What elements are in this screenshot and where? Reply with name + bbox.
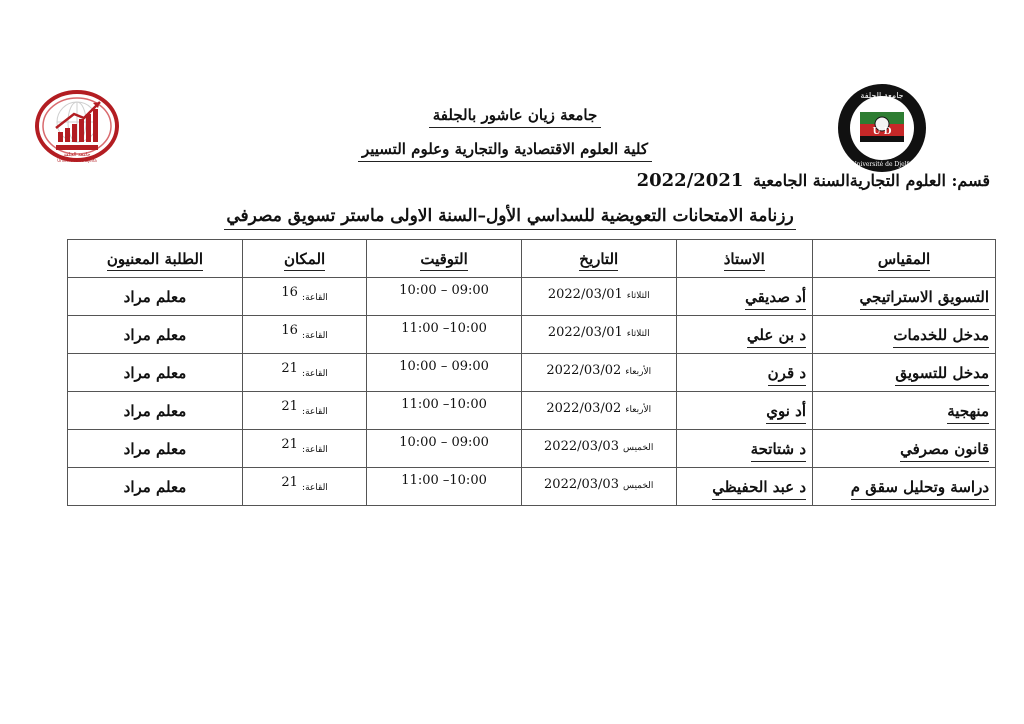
row-students: معلم مراد	[123, 325, 187, 344]
cell-time	[367, 316, 522, 354]
header-module: المقياس	[813, 240, 996, 278]
seal-initials: U D	[872, 127, 892, 137]
row-time: 11:00 –10:00	[401, 321, 487, 336]
academic-year: 2022/2021	[636, 170, 744, 191]
cell-time	[367, 354, 522, 392]
seal-arc-text: جامعة الجلفة	[860, 91, 904, 100]
header-date: التاريخ	[521, 240, 676, 278]
row-time: 10:00 – 09:00	[399, 283, 489, 298]
header-time: التوقيت	[367, 240, 522, 278]
cell-date	[521, 316, 676, 354]
row-students: معلم مراد	[123, 401, 187, 420]
university-name: جامعة زيان عاشور بالجلفة	[380, 106, 650, 124]
table-row	[68, 316, 996, 354]
cell-professor	[676, 316, 812, 354]
cell-students	[68, 430, 243, 468]
row-place-label: القاعة:	[302, 407, 328, 417]
faculty-logo-subcaption: Université de Djelfa	[57, 158, 97, 163]
faculty-logo-icon	[34, 88, 120, 168]
cell-time	[367, 468, 522, 506]
cell-students	[68, 354, 243, 392]
cell-date	[521, 278, 676, 316]
faculty-name: كلية العلوم الاقتصادية والتجارية وعلوم التسيير	[330, 140, 680, 158]
row-module: منهجية	[947, 402, 989, 424]
cell-students	[68, 316, 243, 354]
row-time: 11:00 –10:00	[401, 397, 487, 412]
row-date: 2022/03/03	[544, 477, 619, 492]
cell-date	[521, 430, 676, 468]
row-date: 2022/03/03	[544, 439, 619, 454]
row-students: معلم مراد	[123, 363, 187, 382]
cell-professor	[676, 392, 812, 430]
row-place-label: القاعة:	[302, 483, 328, 493]
row-place-label: القاعة:	[302, 369, 328, 379]
row-place-label: القاعة:	[302, 331, 328, 341]
row-place-num: 21	[281, 399, 298, 414]
row-day: الخميس	[622, 481, 654, 491]
table-row	[68, 354, 996, 392]
row-place-num: 16	[281, 323, 298, 338]
faculty-logo-caption: جامعة الجلفة	[63, 152, 91, 158]
row-place-label: القاعة:	[302, 445, 328, 455]
row-module: مدخل للخدمات	[893, 326, 989, 348]
cell-professor	[676, 468, 812, 506]
cell-date	[521, 468, 676, 506]
table-header-row	[68, 240, 996, 278]
cell-place	[242, 392, 366, 430]
row-time: 11:00 –10:00	[401, 473, 487, 488]
cell-students	[68, 392, 243, 430]
cell-date	[521, 354, 676, 392]
row-day: الخميس	[622, 443, 654, 453]
row-professor: أد صديقي	[745, 288, 806, 310]
header-place: المكان	[242, 240, 366, 278]
cell-time	[367, 392, 522, 430]
cell-students	[68, 278, 243, 316]
schedule-title: رزنامة الامتحانات التعويضية للسداسي الأول–السنة الاولى ماستر تسويق مصرفي	[190, 206, 830, 226]
row-students: معلم مراد	[123, 477, 187, 496]
row-date: 2022/03/01	[547, 325, 623, 340]
department-label: قسم: العلوم التجاريةالسنة الجامعية	[752, 171, 990, 190]
row-students: معلم مراد	[123, 287, 187, 306]
cell-professor	[676, 430, 812, 468]
cell-place	[242, 316, 366, 354]
cell-module	[813, 468, 996, 506]
cell-date	[521, 392, 676, 430]
row-place-num: 21	[281, 361, 298, 376]
row-place-num: 21	[281, 437, 298, 452]
row-place-num: 16	[281, 285, 298, 300]
cell-time	[367, 278, 522, 316]
cell-module	[813, 430, 996, 468]
row-module: قانون مصرفي	[900, 440, 989, 462]
row-professor: د شتاتحة	[751, 440, 806, 462]
cell-professor	[676, 278, 812, 316]
cell-professor	[676, 354, 812, 392]
table-row	[68, 468, 996, 506]
row-date: 2022/03/01	[547, 287, 623, 302]
row-day: الأربعاء	[625, 367, 652, 377]
row-date: 2022/03/02	[546, 363, 622, 378]
cell-students	[68, 468, 243, 506]
row-module: دراسة وتحليل سقق م	[851, 478, 989, 500]
header-professor: الاستاذ	[676, 240, 812, 278]
university-seal-icon	[836, 82, 928, 174]
table-row	[68, 392, 996, 430]
table-row	[68, 430, 996, 468]
row-module: التسويق الاستراتيجي	[860, 288, 989, 310]
row-time: 10:00 – 09:00	[399, 359, 489, 374]
row-professor: أد نوي	[766, 402, 806, 424]
row-professor: د بن علي	[747, 326, 806, 348]
row-professor: د قرن	[768, 364, 806, 386]
cell-module	[813, 316, 996, 354]
cell-place	[242, 430, 366, 468]
row-day: الثلاثاء	[626, 329, 650, 339]
row-professor: د عبد الحفيظي	[712, 478, 806, 500]
department-line	[637, 170, 990, 191]
row-students: معلم مراد	[123, 439, 187, 458]
cell-module	[813, 278, 996, 316]
seal-bottom-text: Université de Djelfa	[851, 161, 913, 168]
row-time: 10:00 – 09:00	[399, 435, 489, 450]
row-place-label: القاعة:	[302, 293, 328, 303]
cell-place	[242, 468, 366, 506]
row-day: الثلاثاء	[626, 291, 650, 301]
cell-time	[367, 430, 522, 468]
cell-module	[813, 392, 996, 430]
header-students: الطلبة المعنيون	[68, 240, 243, 278]
cell-module	[813, 354, 996, 392]
cell-place	[242, 354, 366, 392]
table-row	[68, 278, 996, 316]
row-day: الأربعاء	[625, 405, 652, 415]
row-module: مدخل للتسويق	[895, 364, 989, 386]
row-place-num: 21	[281, 475, 298, 490]
exam-schedule-table	[67, 239, 996, 506]
row-date: 2022/03/02	[546, 401, 622, 416]
cell-place	[242, 278, 366, 316]
